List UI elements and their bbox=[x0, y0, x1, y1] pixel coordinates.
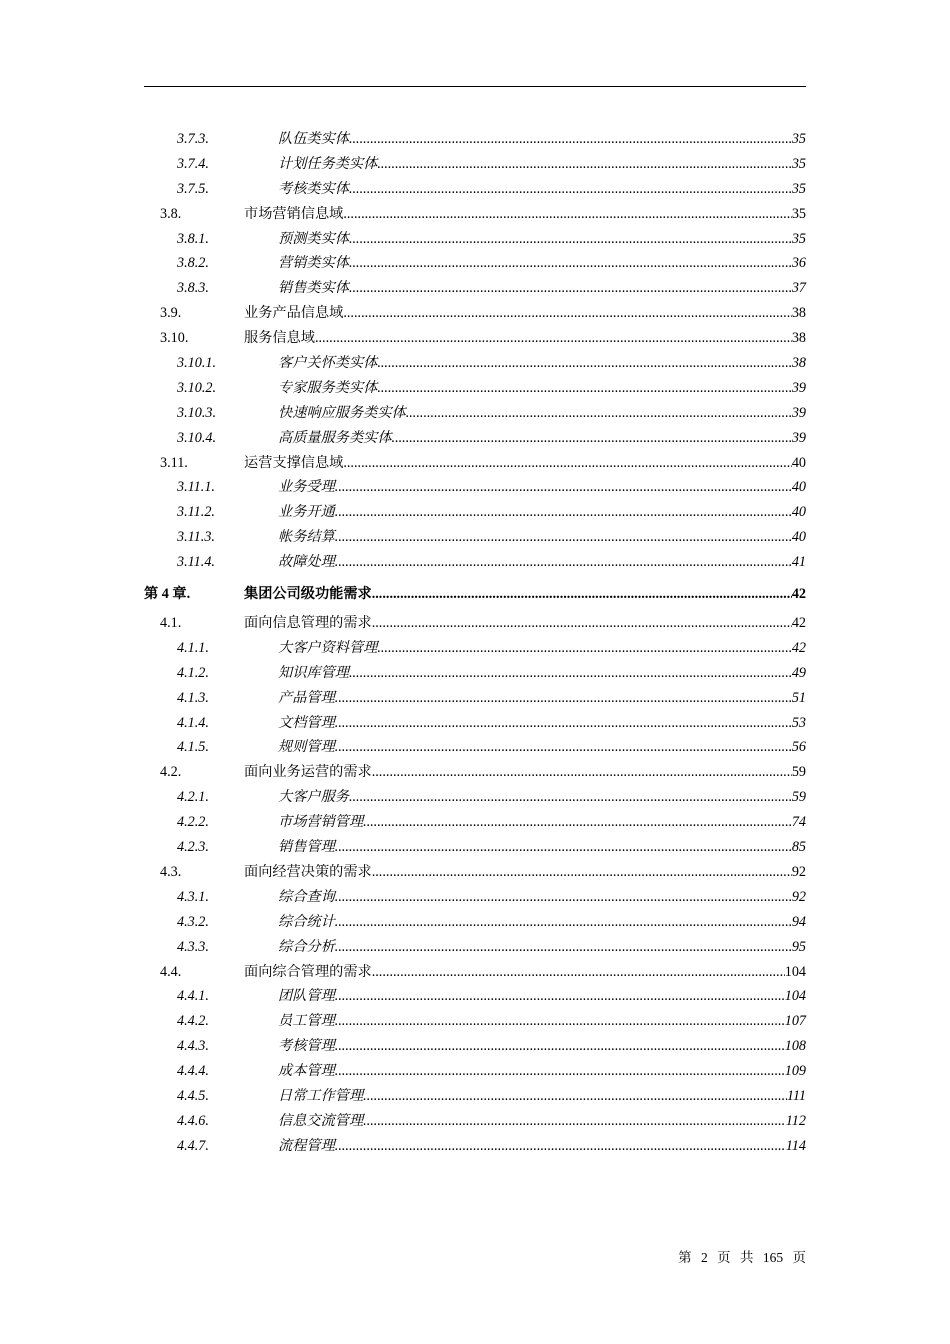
toc-entry-number: 4.4.3. bbox=[177, 1038, 209, 1055]
toc-entry-page: 92 bbox=[791, 888, 806, 905]
header-rule bbox=[144, 86, 806, 87]
dot-leader bbox=[343, 301, 791, 326]
dot-leader bbox=[372, 960, 785, 985]
toc-entry-body bbox=[244, 611, 806, 636]
toc-entry-title: 面向信息管理的需求 bbox=[244, 615, 372, 632]
toc-entry-number: 4.4. bbox=[160, 963, 182, 980]
toc-entry-body bbox=[278, 152, 806, 177]
toc-entry-number: 4.4.4. bbox=[177, 1063, 209, 1080]
dot-leader bbox=[349, 127, 792, 152]
dot-leader bbox=[349, 276, 792, 301]
toc-entry-body bbox=[244, 577, 806, 611]
toc-entry-title: 营销类实体 bbox=[278, 255, 349, 272]
dot-leader bbox=[372, 760, 792, 785]
dot-leader bbox=[349, 785, 792, 810]
dot-leader bbox=[335, 935, 792, 960]
toc-entry[interactable] bbox=[144, 426, 806, 451]
toc-entry-title: 客户关怀类实体 bbox=[278, 355, 378, 372]
dot-leader bbox=[349, 227, 792, 252]
toc-entry-body bbox=[278, 351, 806, 376]
toc-entry[interactable] bbox=[144, 1009, 806, 1034]
toc-entry-title: 业务开通 bbox=[278, 504, 335, 521]
dot-leader bbox=[377, 152, 791, 177]
toc-entry-title: 信息交流管理 bbox=[278, 1112, 364, 1129]
toc-entry-body bbox=[278, 1084, 806, 1109]
toc-entry[interactable] bbox=[144, 910, 806, 935]
dot-leader bbox=[335, 735, 792, 760]
toc-entry[interactable] bbox=[144, 525, 806, 550]
toc-entry-number: 3.11.4. bbox=[177, 554, 215, 571]
toc-entry-number: 3.10. bbox=[160, 330, 189, 347]
toc-entry-page: 94 bbox=[791, 913, 806, 930]
toc-entry[interactable] bbox=[144, 611, 806, 636]
toc-entry[interactable] bbox=[144, 686, 806, 711]
table-of-contents bbox=[144, 127, 806, 1159]
toc-entry[interactable] bbox=[144, 1109, 806, 1134]
toc-entry-number: 4.3.2. bbox=[177, 913, 209, 930]
toc-entry-number: 第 4 章. bbox=[144, 586, 191, 603]
toc-entry-title: 业务产品信息域 bbox=[244, 305, 344, 322]
toc-entry-body bbox=[278, 910, 806, 935]
dot-leader bbox=[335, 475, 792, 500]
dot-leader bbox=[335, 1134, 786, 1159]
toc-entry-page: 35 bbox=[791, 131, 806, 147]
toc-entry-number: 4.3.1. bbox=[177, 888, 209, 905]
toc-entry-number: 3.11.3. bbox=[177, 529, 215, 546]
toc-entry-title: 集团公司级功能需求 bbox=[244, 586, 372, 603]
toc-chapter-entry[interactable] bbox=[144, 577, 806, 611]
dot-leader bbox=[335, 885, 792, 910]
toc-entry-page: 40 bbox=[791, 504, 806, 521]
toc-entry[interactable] bbox=[144, 661, 806, 686]
toc-entry-number: 4.4.2. bbox=[177, 1013, 209, 1030]
toc-entry-page: 95 bbox=[791, 938, 806, 955]
toc-entry-page: 74 bbox=[791, 814, 806, 831]
toc-entry-page: 112 bbox=[785, 1112, 806, 1129]
toc-entry-number: 3.9. bbox=[160, 305, 182, 322]
toc-entry-body bbox=[278, 711, 806, 736]
toc-entry-title: 知识库管理 bbox=[278, 664, 349, 681]
toc-entry-body bbox=[244, 301, 806, 326]
toc-entry-number: 3.10.1. bbox=[177, 355, 217, 372]
toc-entry[interactable] bbox=[144, 152, 806, 177]
toc-entry-page: 35 bbox=[791, 180, 806, 197]
toc-entry[interactable] bbox=[144, 1134, 806, 1159]
toc-entry[interactable] bbox=[144, 835, 806, 860]
dot-leader bbox=[335, 1059, 785, 1084]
toc-entry-body bbox=[278, 785, 806, 810]
toc-entry-body bbox=[278, 1109, 806, 1134]
toc-entry-number: 4.1.1. bbox=[177, 639, 209, 656]
toc-entry-body bbox=[278, 735, 806, 760]
toc-entry-title: 流程管理 bbox=[278, 1137, 335, 1154]
toc-entry-title: 销售类实体 bbox=[278, 280, 349, 297]
toc-entry-title: 面向业务运营的需求 bbox=[244, 764, 372, 781]
toc-entry-number: 3.11. bbox=[160, 454, 188, 471]
toc-entry-title: 考核管理 bbox=[278, 1038, 335, 1055]
toc-entry-page: 56 bbox=[791, 739, 806, 756]
toc-entry[interactable] bbox=[144, 326, 806, 351]
toc-entry[interactable] bbox=[144, 227, 806, 252]
toc-entry-page: 104 bbox=[784, 988, 806, 1005]
toc-entry-number: 3.8.2. bbox=[177, 255, 209, 272]
toc-entry[interactable] bbox=[144, 251, 806, 276]
dot-leader bbox=[335, 711, 792, 736]
dot-leader bbox=[349, 177, 792, 202]
toc-entry-number: 3.7.4. bbox=[177, 155, 209, 172]
toc-entry[interactable] bbox=[144, 475, 806, 500]
toc-entry-page: 107 bbox=[784, 1013, 806, 1030]
toc-entry[interactable] bbox=[144, 276, 806, 301]
toc-entry-number: 4.4.5. bbox=[177, 1087, 209, 1104]
dot-leader bbox=[406, 401, 792, 426]
toc-entry-title: 日常工作管理 bbox=[278, 1087, 364, 1104]
toc-entry-page: 35 bbox=[791, 205, 806, 222]
toc-entry-body bbox=[278, 276, 806, 301]
dot-leader bbox=[349, 251, 792, 276]
toc-entry[interactable] bbox=[144, 177, 806, 202]
toc-entry[interactable] bbox=[144, 301, 806, 326]
toc-entry-title: 面向综合管理的需求 bbox=[244, 963, 372, 980]
toc-entry[interactable] bbox=[144, 935, 806, 960]
toc-entry-body bbox=[278, 525, 806, 550]
toc-entry-title: 考核类实体 bbox=[278, 180, 349, 197]
toc-entry-title: 规则管理 bbox=[278, 739, 335, 756]
toc-entry-body bbox=[278, 1034, 806, 1059]
toc-entry-page: 51 bbox=[791, 689, 806, 706]
toc-entry-number: 4.2. bbox=[160, 764, 182, 781]
toc-entry-page: 35 bbox=[791, 230, 806, 247]
toc-entry[interactable] bbox=[144, 1059, 806, 1084]
toc-entry-page: 38 bbox=[791, 305, 806, 322]
toc-entry-title: 市场营销信息域 bbox=[244, 205, 344, 222]
toc-entry-title: 高质量服务类实体 bbox=[278, 429, 392, 446]
toc-entry-number: 3.8.1. bbox=[177, 230, 209, 247]
toc-entry-title: 专家服务类实体 bbox=[278, 379, 378, 396]
toc-entry-page: 40 bbox=[791, 529, 806, 546]
toc-entry-title: 运营支撑信息域 bbox=[244, 454, 344, 471]
toc-entry-body bbox=[278, 984, 806, 1009]
toc-entry-body bbox=[278, 475, 806, 500]
toc-entry-body bbox=[244, 960, 806, 985]
dot-leader bbox=[335, 910, 792, 935]
toc-entry-page: 42 bbox=[791, 615, 806, 632]
toc-entry-title: 业务受理 bbox=[278, 479, 335, 496]
dot-leader bbox=[315, 326, 792, 351]
toc-entry-body bbox=[278, 1134, 806, 1159]
toc-entry-body bbox=[278, 835, 806, 860]
toc-entry-page: 39 bbox=[791, 429, 806, 446]
toc-entry-title: 产品管理 bbox=[278, 689, 335, 706]
toc-entry-number: 4.4.6. bbox=[177, 1112, 209, 1129]
toc-entry-page: 38 bbox=[791, 330, 806, 347]
toc-entry-title: 计划任务类实体 bbox=[278, 155, 378, 172]
toc-entry[interactable] bbox=[144, 984, 806, 1009]
toc-entry[interactable] bbox=[144, 711, 806, 736]
toc-entry-body bbox=[278, 177, 806, 202]
toc-entry-title: 队伍类实体 bbox=[278, 131, 349, 147]
toc-entry-title: 综合查询 bbox=[278, 888, 335, 905]
toc-entry-page: 104 bbox=[784, 963, 806, 980]
dot-leader bbox=[377, 636, 791, 661]
toc-entry-body bbox=[278, 1059, 806, 1084]
toc-entry[interactable] bbox=[144, 760, 806, 785]
toc-entry-page: 108 bbox=[784, 1038, 806, 1055]
toc-entry-body bbox=[278, 550, 806, 575]
dot-leader bbox=[335, 1034, 785, 1059]
dot-leader bbox=[372, 577, 792, 611]
toc-entry-page: 35 bbox=[791, 155, 806, 172]
toc-entry-number: 4.4.1. bbox=[177, 988, 209, 1005]
toc-entry-number: 4.1.4. bbox=[177, 714, 209, 731]
toc-entry[interactable] bbox=[144, 351, 806, 376]
toc-entry-page: 40 bbox=[791, 479, 806, 496]
toc-entry-number: 3.8. bbox=[160, 205, 182, 222]
toc-entry-title: 市场营销管理 bbox=[278, 814, 364, 831]
toc-entry-body bbox=[278, 127, 806, 152]
toc-entry-number: 4.1.2. bbox=[177, 664, 209, 681]
toc-entry-page: 42 bbox=[791, 586, 806, 603]
toc-entry-number: 3.11.2. bbox=[177, 504, 215, 521]
toc-entry-page: 42 bbox=[791, 639, 806, 656]
toc-entry-page: 36 bbox=[791, 255, 806, 272]
dot-leader bbox=[335, 984, 785, 1009]
dot-leader bbox=[392, 426, 792, 451]
toc-entry-body bbox=[244, 451, 806, 476]
toc-entry-title: 员工管理 bbox=[278, 1013, 335, 1030]
toc-entry-number: 4.1.3. bbox=[177, 689, 209, 706]
dot-leader bbox=[335, 835, 792, 860]
dot-leader bbox=[372, 611, 792, 636]
toc-entry-page: 38 bbox=[791, 355, 806, 372]
toc-entry-body bbox=[278, 935, 806, 960]
toc-entry-body bbox=[278, 686, 806, 711]
dot-leader bbox=[335, 550, 792, 575]
toc-entry-page: 41 bbox=[791, 554, 806, 571]
toc-entry-title: 快速响应服务类实体 bbox=[278, 404, 406, 421]
toc-entry-body bbox=[244, 202, 806, 227]
toc-entry-number: 4.3.3. bbox=[177, 938, 209, 955]
toc-entry-number: 4.3. bbox=[160, 863, 182, 880]
toc-entry-page: 114 bbox=[785, 1137, 806, 1154]
dot-leader bbox=[343, 202, 791, 227]
toc-entry-body bbox=[244, 760, 806, 785]
toc-entry-number: 3.7.5. bbox=[177, 180, 209, 197]
toc-entry[interactable] bbox=[144, 401, 806, 426]
toc-entry[interactable] bbox=[144, 885, 806, 910]
toc-entry[interactable] bbox=[144, 202, 806, 227]
dot-leader bbox=[363, 1109, 786, 1134]
toc-entry-title: 面向经营决策的需求 bbox=[244, 863, 372, 880]
toc-entry[interactable] bbox=[144, 960, 806, 985]
toc-entry-page: 37 bbox=[791, 280, 806, 297]
dot-leader bbox=[363, 810, 792, 835]
toc-entry[interactable] bbox=[144, 550, 806, 575]
toc-entry-page: 40 bbox=[791, 454, 806, 471]
dot-leader bbox=[343, 451, 791, 476]
toc-entry-title: 团队管理 bbox=[278, 988, 335, 1005]
toc-entry-page: 49 bbox=[791, 664, 806, 681]
toc-entry-page: 92 bbox=[791, 863, 806, 880]
dot-leader bbox=[377, 376, 791, 401]
toc-entry[interactable] bbox=[144, 1084, 806, 1109]
toc-entry-title: 成本管理 bbox=[278, 1063, 335, 1080]
dot-leader bbox=[372, 860, 792, 885]
toc-entry-page: 39 bbox=[791, 379, 806, 396]
toc-entry-page: 59 bbox=[791, 764, 806, 781]
toc-entry-title: 综合统计 bbox=[278, 913, 335, 930]
toc-entry[interactable] bbox=[144, 810, 806, 835]
toc-entry[interactable] bbox=[144, 127, 806, 152]
toc-entry-number: 4.4.7. bbox=[177, 1137, 209, 1154]
toc-entry-body bbox=[278, 401, 806, 426]
dot-leader bbox=[377, 351, 791, 376]
toc-entry-body bbox=[244, 860, 806, 885]
toc-entry-title: 帐务结算 bbox=[278, 529, 335, 546]
toc-entry-number: 4.1.5. bbox=[177, 739, 209, 756]
toc-entry-body bbox=[278, 500, 806, 525]
toc-entry-title: 预测类实体 bbox=[278, 230, 349, 247]
toc-entry-body bbox=[278, 636, 806, 661]
toc-entry-title: 文档管理 bbox=[278, 714, 335, 731]
toc-entry-body bbox=[244, 326, 806, 351]
toc-entry-title: 故障处理 bbox=[278, 554, 335, 571]
toc-entry-body bbox=[278, 376, 806, 401]
dot-leader bbox=[349, 661, 792, 686]
toc-entry-number: 3.10.3. bbox=[177, 404, 217, 421]
toc-entry-title: 大客户资料管理 bbox=[278, 639, 378, 656]
toc-entry[interactable] bbox=[144, 451, 806, 476]
toc-entry-number: 4.2.2. bbox=[177, 814, 209, 831]
dot-leader bbox=[335, 525, 792, 550]
toc-entry[interactable] bbox=[144, 376, 806, 401]
toc-entry-page: 39 bbox=[791, 404, 806, 421]
toc-entry-body bbox=[278, 1009, 806, 1034]
toc-entry-body bbox=[278, 810, 806, 835]
toc-entry-number: 3.8.3. bbox=[177, 280, 209, 297]
toc-entry-number: 3.11.1. bbox=[177, 479, 215, 496]
toc-entry[interactable] bbox=[144, 500, 806, 525]
toc-entry-title: 服务信息域 bbox=[244, 330, 315, 347]
toc-entry[interactable] bbox=[144, 735, 806, 760]
toc-entry-number: 3.7.3. bbox=[177, 131, 209, 147]
dot-leader bbox=[363, 1084, 787, 1109]
toc-entry-body bbox=[278, 885, 806, 910]
toc-entry-title: 销售管理 bbox=[278, 839, 335, 856]
toc-entry-number: 4.2.3. bbox=[177, 839, 209, 856]
page-footer: 第 2 页 共 165 页 bbox=[678, 1250, 806, 1265]
toc-entry-number: 4.2.1. bbox=[177, 789, 209, 806]
toc-entry-page: 85 bbox=[791, 839, 806, 856]
dot-leader bbox=[335, 500, 792, 525]
toc-entry-body bbox=[278, 661, 806, 686]
dot-leader bbox=[335, 1009, 785, 1034]
toc-entry-number: 3.10.2. bbox=[177, 379, 217, 396]
toc-entry[interactable] bbox=[144, 636, 806, 661]
toc-entry-number: 4.1. bbox=[160, 615, 182, 632]
toc-entry-body bbox=[278, 227, 806, 252]
toc-entry-page: 59 bbox=[791, 789, 806, 806]
toc-entry[interactable] bbox=[144, 785, 806, 810]
dot-leader bbox=[335, 686, 792, 711]
toc-entry-title: 大客户服务 bbox=[278, 789, 349, 806]
toc-entry[interactable] bbox=[144, 860, 806, 885]
toc-entry-page: 53 bbox=[791, 714, 806, 731]
toc-entry-title: 综合分析 bbox=[278, 938, 335, 955]
toc-entry-body bbox=[278, 251, 806, 276]
toc-entry-body bbox=[278, 426, 806, 451]
toc-entry-page: 109 bbox=[784, 1063, 806, 1080]
toc-entry-page: 111 bbox=[786, 1087, 806, 1104]
toc-entry-number: 3.10.4. bbox=[177, 429, 217, 446]
toc-entry[interactable] bbox=[144, 1034, 806, 1059]
